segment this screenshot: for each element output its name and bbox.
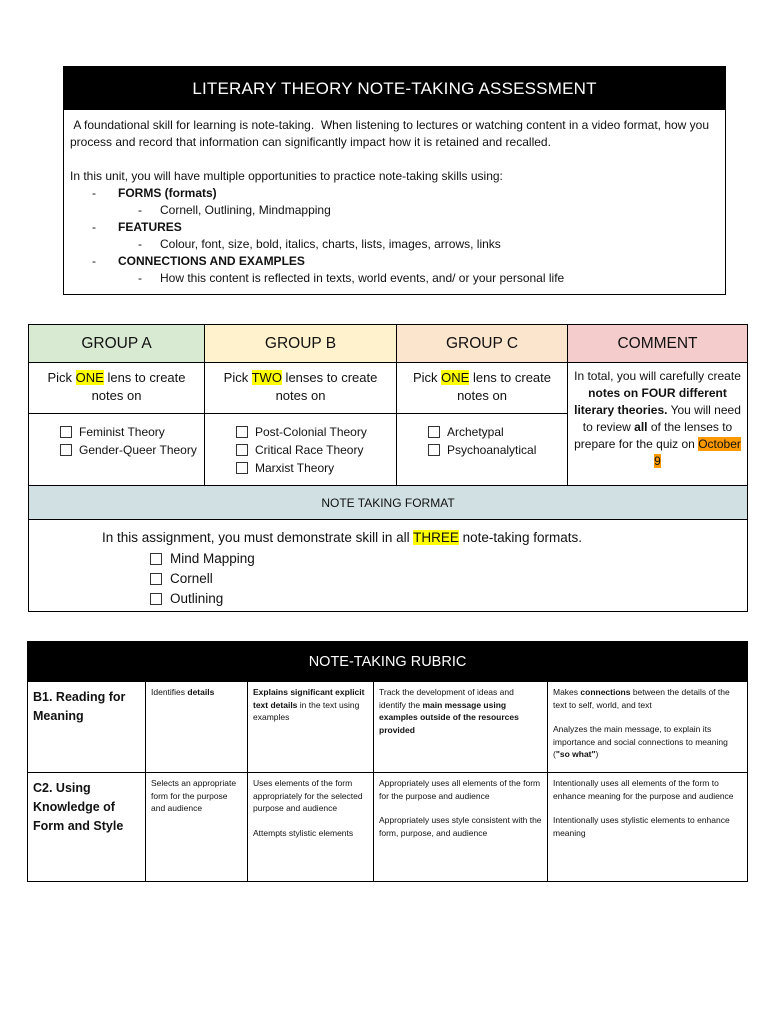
group-b-header: GROUP B	[205, 325, 397, 363]
group-c-header: GROUP C	[397, 325, 568, 363]
assessment-body	[64, 110, 725, 294]
format-option-outlining[interactable]: Outlining	[150, 589, 747, 609]
assessment-box	[63, 66, 726, 295]
group-c-lenses	[397, 414, 568, 486]
group-a-lenses	[29, 414, 205, 486]
format-option-cornell[interactable]: Cornell	[150, 569, 747, 589]
rubric-table	[27, 641, 748, 882]
list-item: - FORMS (formats)	[70, 185, 717, 202]
list-subitem: - How this content is reflected in texts, world events, and/ or your personal life	[70, 270, 717, 287]
rubric-cell: Makes connections between the details of the text to self, world, and text Analyzes the main message, to explain its importance and social connections to meaning ("so what")	[548, 682, 748, 773]
checkbox-icon[interactable]	[150, 593, 162, 605]
format-body	[29, 520, 748, 612]
list-item: - FEATURES	[70, 219, 717, 236]
group-a-instruction: Pick ONE lens to create notes on	[29, 363, 205, 414]
checkbox-icon[interactable]	[428, 426, 440, 438]
group-a-header: GROUP A	[29, 325, 205, 363]
checkbox-icon[interactable]	[236, 462, 248, 474]
rubric-cell: Explains significant explicit text details in the text using examples	[248, 682, 374, 773]
list-subitem: - Cornell, Outlining, Mindmapping	[70, 202, 717, 219]
checkbox-icon[interactable]	[150, 573, 162, 585]
rubric-criterion: B1. Reading for Meaning	[28, 682, 146, 773]
groups-table	[28, 324, 748, 612]
quiz-date: October 9	[654, 437, 741, 468]
format-instruction: In this assignment, you must demonstrate skill in all THREE note-taking formats.	[102, 530, 582, 545]
checkbox-icon[interactable]	[236, 426, 248, 438]
rubric-cell: Intentionally uses all elements of the form to enhance meaning for the purpose and audience Intentionally uses stylistic elements to enhance meaning	[548, 773, 748, 882]
rubric-criterion: C2. Using Knowledge of Form and Style	[28, 773, 146, 882]
lens-option-psychoanalytical[interactable]: Psychoanalytical	[428, 441, 567, 459]
list-item: - CONNECTIONS AND EXAMPLES	[70, 253, 717, 270]
lens-option-critical-race[interactable]: Critical Race Theory	[236, 441, 396, 459]
checkbox-icon[interactable]	[60, 426, 72, 438]
rubric-cell: Appropriately uses all elements of the form for the purpose and audience Appropriately uses style consistent with the form, purpose, and audience	[374, 773, 548, 882]
table-row	[28, 682, 748, 773]
checkbox-icon[interactable]	[236, 444, 248, 456]
rubric-cell: Track the development of ideas and identify the main message using examples outside of the resources provided	[374, 682, 548, 773]
rubric-cell: Uses elements of the form appropriately for the selected purpose and audience Attempts stylistic elements	[248, 773, 374, 882]
checkbox-icon[interactable]	[428, 444, 440, 456]
lens-option-gender-queer[interactable]: Gender-Queer Theory	[60, 441, 204, 459]
rubric-cell: Selects an appropriate form for the purpose and audience	[146, 773, 248, 882]
comment-header: COMMENT	[568, 325, 748, 363]
group-c-instruction: Pick ONE lens to create notes on	[397, 363, 568, 414]
lens-option-post-colonial[interactable]: Post-Colonial Theory	[236, 423, 396, 441]
comment-cell: In total, you will carefully create notes on FOUR different literary theories. You will need to review all of the lenses to prepare for the quiz on October 9	[568, 363, 748, 486]
table-row	[28, 773, 748, 882]
group-b-instruction: Pick TWO lenses to create notes on	[205, 363, 397, 414]
rubric-cell: Identifies details	[146, 682, 248, 773]
format-option-mind-mapping[interactable]: Mind Mapping	[150, 549, 747, 569]
checkbox-icon[interactable]	[60, 444, 72, 456]
format-heading: NOTE TAKING FORMAT	[29, 486, 748, 520]
intro-paragraph: A foundational skill for learning is note-taking. When listening to lectures or watching content in a video format, how you process and record that information can significantly impact how it is retained and recalled.	[70, 118, 713, 149]
lens-option-marxist[interactable]: Marxist Theory	[236, 459, 396, 477]
lens-option-archetypal[interactable]: Archetypal	[428, 423, 567, 441]
unit-line: In this unit, you will have multiple opportunities to practice note-taking skills using:	[70, 169, 503, 183]
group-b-lenses	[205, 414, 397, 486]
checkbox-icon[interactable]	[150, 553, 162, 565]
rubric-title: NOTE-TAKING RUBRIC	[28, 642, 748, 682]
lens-option-feminist[interactable]: Feminist Theory	[60, 423, 204, 441]
list-subitem: - Colour, font, size, bold, italics, charts, lists, images, arrows, links	[70, 236, 717, 253]
assessment-title: LITERARY THEORY NOTE-TAKING ASSESSMENT	[64, 67, 725, 110]
